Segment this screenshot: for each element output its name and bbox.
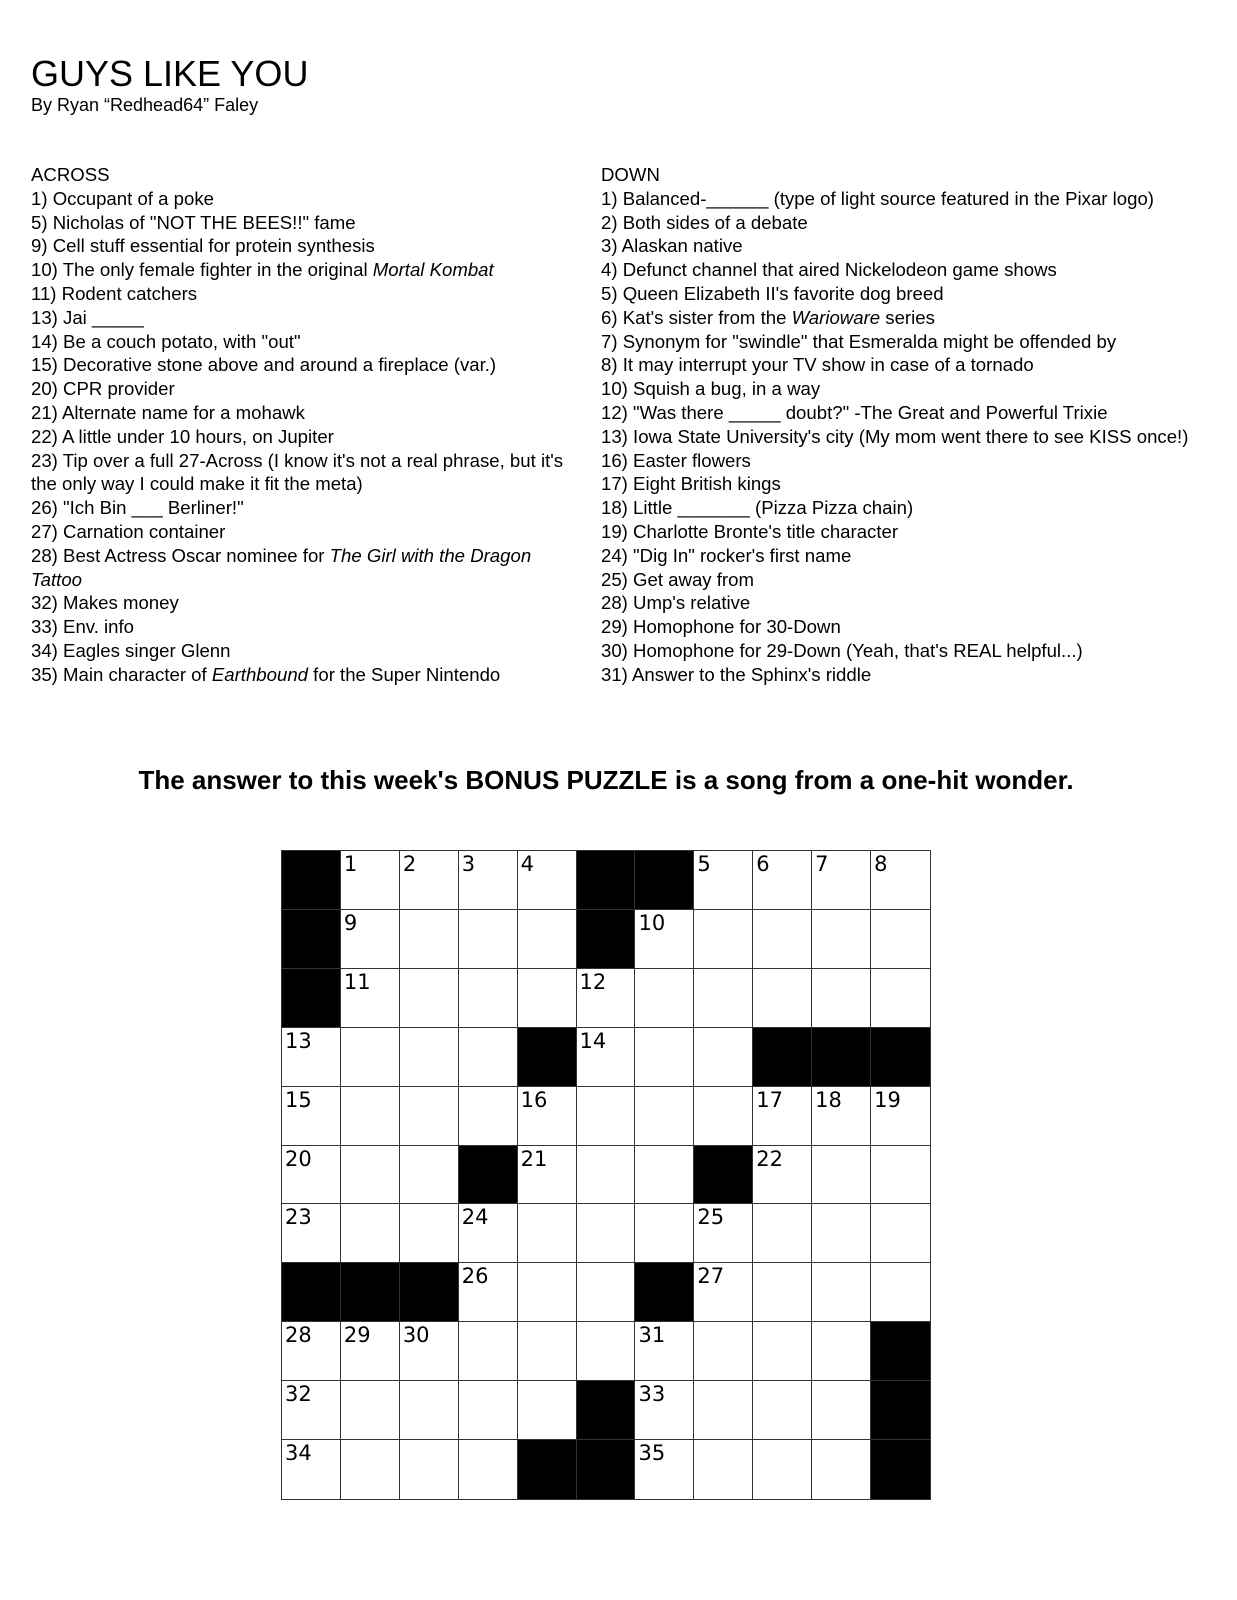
clue	[601, 449, 1211, 473]
grid-cell[interactable]	[871, 1204, 930, 1263]
grid-cell[interactable]	[577, 1087, 636, 1146]
clue-text: 25) Get away from	[601, 568, 754, 590]
grid-cell[interactable]	[635, 1028, 694, 1087]
grid-cell[interactable]	[635, 1204, 694, 1263]
clue-number: 12	[579, 969, 607, 994]
black-square	[577, 851, 636, 910]
grid-cell[interactable]	[694, 1263, 753, 1322]
grid-cell[interactable]	[871, 1087, 930, 1146]
clue-text: 10) Squish a bug, in a way	[601, 378, 821, 400]
clue-number: 13	[285, 1028, 312, 1053]
clue-number: 8	[874, 852, 888, 876]
down-clues	[601, 163, 1211, 687]
grid-cell[interactable]	[694, 1028, 753, 1087]
grid-cell[interactable]	[812, 1322, 871, 1381]
grid-cell[interactable]	[753, 1322, 812, 1381]
grid-cell[interactable]	[459, 969, 518, 1028]
clue-text: 1) Balanced-______ (type of light source featured in the Pixar logo)	[601, 187, 1154, 209]
grid-cell[interactable]	[812, 851, 871, 910]
clue-text: 5) Nicholas of "NOT THE BEES!!" fame	[31, 211, 356, 233]
grid-cell[interactable]	[694, 851, 753, 910]
clue	[601, 591, 1211, 615]
clue-text: Warioware	[791, 306, 881, 328]
grid-cell[interactable]	[282, 1087, 341, 1146]
clue-number: 19	[874, 1087, 901, 1112]
clue-text: 28) Ump's relative	[601, 592, 751, 614]
clue-text: 35) Main character of	[31, 663, 212, 685]
grid-cell[interactable]	[341, 1204, 400, 1263]
clue-number: 18	[815, 1087, 842, 1112]
clue	[31, 663, 581, 687]
clue-text: 31) Answer to the Sphinx's riddle	[601, 663, 872, 685]
clue-text: 15) Decorative stone above and around a fireplace (var.)	[31, 354, 497, 376]
byline: By Ryan “Redhead64” Faley	[31, 95, 259, 115]
grid-cell[interactable]	[635, 1440, 694, 1499]
grid-cell[interactable]	[459, 1322, 518, 1381]
clue	[601, 568, 1211, 592]
grid-cell[interactable]	[871, 969, 930, 1028]
clue-text: 13) Iowa State University's city (My mom went there to see KISS once!)	[601, 425, 1189, 447]
clue-text: 17) Eight British kings	[601, 473, 781, 495]
grid-cell[interactable]	[753, 1204, 812, 1263]
clue-text: 19) Charlotte Bronte's title character	[601, 520, 899, 542]
clue	[601, 663, 1211, 687]
black-square	[518, 1028, 577, 1087]
clue	[31, 639, 581, 663]
grid-cell[interactable]	[871, 910, 930, 969]
grid-cell[interactable]	[459, 1204, 518, 1263]
black-square	[694, 1146, 753, 1205]
grid-cell[interactable]	[400, 969, 459, 1028]
grid-cell[interactable]	[753, 1146, 812, 1205]
black-square	[871, 1440, 930, 1499]
grid-cell[interactable]	[753, 851, 812, 910]
clue-text: 30) Homophone for 29-Down (Yeah, that's REAL helpful...)	[601, 639, 1083, 661]
clue	[31, 330, 581, 354]
grid-cell[interactable]	[341, 1381, 400, 1440]
grid-cell[interactable]	[871, 1146, 930, 1205]
black-square	[871, 1381, 930, 1440]
clue-number: 5	[697, 852, 711, 876]
grid-cell[interactable]	[400, 1204, 459, 1263]
grid-cell[interactable]	[635, 910, 694, 969]
grid-cell[interactable]	[341, 1322, 400, 1381]
clue-text: 34) Eagles singer Glenn	[31, 639, 231, 661]
clue-number: 9	[343, 910, 358, 935]
clue-text: 21) Alternate name for a mohawk	[31, 401, 305, 423]
grid-cell[interactable]	[341, 969, 400, 1028]
black-square	[282, 910, 341, 969]
grid-cell[interactable]	[577, 1322, 636, 1381]
clue-text: 1) Occupant of a poke	[31, 187, 214, 209]
grid-cell[interactable]	[812, 1263, 871, 1322]
clue-text: 26) "Ich Bin ___ Berliner!"	[31, 497, 244, 519]
clue	[601, 615, 1211, 639]
grid-cell[interactable]	[282, 1322, 341, 1381]
black-square	[341, 1263, 400, 1322]
clue-text: 20) CPR provider	[31, 378, 175, 400]
black-square	[812, 1028, 871, 1087]
clue	[31, 187, 581, 211]
grid-cell[interactable]	[577, 1263, 636, 1322]
grid-cell[interactable]	[635, 1087, 694, 1146]
clue-number: 1	[343, 852, 358, 876]
crossword-grid	[281, 850, 931, 1500]
grid-cell[interactable]	[577, 1204, 636, 1263]
clue-number: 34	[285, 1441, 312, 1466]
clue-number: 4	[520, 852, 534, 876]
clue	[31, 234, 581, 258]
clue	[31, 520, 581, 544]
clue	[601, 330, 1211, 354]
clue	[601, 234, 1211, 258]
black-square	[635, 851, 694, 910]
grid-cell[interactable]	[518, 969, 577, 1028]
grid-cell[interactable]	[341, 1440, 400, 1499]
clue-text: 18) Little _______ (Pizza Pizza chain)	[601, 497, 914, 519]
clue-text: 5) Queen Elizabeth II's favorite dog breed	[601, 282, 944, 304]
clue-number: 7	[815, 852, 829, 876]
grid-cell[interactable]	[635, 1146, 694, 1205]
across-heading: ACROSS	[31, 164, 110, 185]
clue-text: 28) Best Actress Oscar nominee for	[31, 544, 330, 566]
grid-cell[interactable]	[341, 851, 400, 910]
grid-cell[interactable]	[812, 1204, 871, 1263]
clue-text: 12) "Was there _____ doubt?" -The Great and Powerful Trixie	[601, 401, 1108, 423]
grid-cell[interactable]	[400, 851, 459, 910]
clue-number: 2	[402, 852, 417, 876]
black-square	[518, 1440, 577, 1499]
grid-cell[interactable]	[812, 910, 871, 969]
black-square	[753, 1028, 812, 1087]
clue-number: 25	[697, 1205, 725, 1230]
grid-cell[interactable]	[694, 1322, 753, 1381]
grid-cell[interactable]	[400, 1146, 459, 1205]
clue-text: 16) Easter flowers	[601, 449, 751, 471]
black-square	[871, 1322, 930, 1381]
black-square	[282, 1263, 341, 1322]
clue-number: 26	[461, 1264, 489, 1289]
grid-cell[interactable]	[753, 969, 812, 1028]
clue-text: 10) The only female fighter in the original	[31, 259, 373, 281]
grid-cell[interactable]	[282, 1028, 341, 1087]
puzzle-title: GUYS LIKE YOU	[31, 53, 309, 94]
clue-number: 33	[638, 1382, 666, 1407]
clue-number: 32	[285, 1382, 312, 1407]
clue-text: 13) Jai _____	[31, 306, 144, 328]
grid-cell[interactable]	[577, 1028, 636, 1087]
grid-cell[interactable]	[341, 1028, 400, 1087]
clue-number: 14	[579, 1028, 607, 1053]
grid-cell[interactable]	[459, 1381, 518, 1440]
clue-text: 14) Be a couch potato, with "out"	[31, 330, 301, 352]
clue-text: 23) Tip over a full 27-Across (I know it's not a real phrase, but it's the only way I could make it fit the meta)	[31, 449, 564, 495]
clue	[601, 211, 1211, 235]
clue-number: 21	[520, 1146, 548, 1171]
clue	[31, 449, 581, 497]
grid-cell[interactable]	[459, 1087, 518, 1146]
grid-cell[interactable]	[812, 1146, 871, 1205]
clue	[31, 615, 581, 639]
black-square	[282, 851, 341, 910]
grid-cell[interactable]	[518, 1204, 577, 1263]
clue	[601, 353, 1211, 377]
grid-cell[interactable]	[694, 1204, 753, 1263]
grid-cell[interactable]	[871, 1263, 930, 1322]
clue-number: 3	[461, 852, 476, 876]
grid-cell[interactable]	[518, 1087, 577, 1146]
clue-text: 27) Carnation container	[31, 520, 226, 542]
clue-text: 8) It may interrupt your TV show in case of a tornado	[601, 354, 1034, 376]
clue	[601, 639, 1211, 663]
grid-cell[interactable]	[694, 1440, 753, 1499]
clue	[31, 353, 581, 377]
grid-cell[interactable]	[400, 910, 459, 969]
clue-text: Earthbound	[211, 663, 309, 685]
clue	[601, 425, 1211, 449]
grid-cell[interactable]	[518, 910, 577, 969]
clue-number: 17	[756, 1087, 783, 1112]
clue-number: 15	[285, 1087, 312, 1112]
clue-number: 31	[638, 1323, 666, 1348]
across-clues	[31, 163, 581, 687]
clue	[601, 401, 1211, 425]
grid-cell[interactable]	[459, 1028, 518, 1087]
grid-cell[interactable]	[812, 1440, 871, 1499]
clue-number: 23	[285, 1205, 312, 1230]
clue-text: 7) Synonym for "swindle" that Esmeralda might be offended by	[601, 330, 1117, 352]
grid-cell[interactable]	[812, 1087, 871, 1146]
clue-text: 9) Cell stuff essential for protein synthesis	[31, 235, 375, 257]
clue-text: 2) Both sides of a debate	[601, 211, 808, 233]
clue-text: Mortal Kombat	[372, 259, 494, 281]
grid-cell[interactable]	[341, 1087, 400, 1146]
grid-cell[interactable]	[694, 969, 753, 1028]
grid-cell[interactable]	[871, 851, 930, 910]
grid-cell[interactable]	[753, 1381, 812, 1440]
clue	[601, 377, 1211, 401]
clue-number: 10	[638, 910, 666, 935]
clue-text: for the Super Nintendo	[308, 663, 501, 685]
across-clue-list	[31, 187, 581, 687]
black-square	[871, 1028, 930, 1087]
grid-cell[interactable]	[694, 1087, 753, 1146]
clue-text: 29) Homophone for 30-Down	[601, 616, 841, 638]
grid-cell[interactable]	[812, 1381, 871, 1440]
clue	[31, 544, 581, 592]
clue-number: 30	[402, 1323, 430, 1348]
clue-number: 29	[343, 1323, 371, 1348]
grid-cell[interactable]	[400, 1381, 459, 1440]
grid-cell[interactable]	[282, 1204, 341, 1263]
clue-number: 28	[285, 1323, 312, 1348]
clue-text: 32) Makes money	[31, 592, 179, 614]
clue	[31, 377, 581, 401]
grid-cell[interactable]	[753, 910, 812, 969]
black-square	[577, 1440, 636, 1499]
black-square	[282, 969, 341, 1028]
clue	[601, 282, 1211, 306]
grid-cell[interactable]	[400, 1087, 459, 1146]
down-clue-list	[601, 187, 1211, 687]
bonus-puzzle-note: The answer to this week's BONUS PUZZLE is a song from a one-hit wonder.	[138, 765, 1074, 795]
grid-cell[interactable]	[635, 1381, 694, 1440]
black-square	[635, 1263, 694, 1322]
clue-text: The Girl with the Dragon Tattoo	[31, 544, 532, 590]
clue	[601, 472, 1211, 496]
clue-number: 27	[697, 1264, 725, 1289]
down-heading: DOWN	[601, 164, 660, 185]
clue-number: 35	[638, 1441, 666, 1466]
clue-text: 6) Kat's sister from the	[601, 306, 792, 328]
grid-cell[interactable]	[400, 1440, 459, 1499]
clue	[31, 258, 581, 282]
clue	[31, 591, 581, 615]
black-square	[577, 1381, 636, 1440]
clue-number: 11	[343, 969, 371, 994]
grid-cell[interactable]	[518, 1381, 577, 1440]
grid-cell[interactable]	[753, 1440, 812, 1499]
grid-cell[interactable]	[635, 1322, 694, 1381]
grid-cell[interactable]	[400, 1028, 459, 1087]
clue-text: 11) Rodent catchers	[31, 282, 198, 304]
clue	[31, 306, 581, 330]
grid-cell[interactable]	[282, 1146, 341, 1205]
clue	[31, 496, 581, 520]
grid-cell[interactable]	[753, 1263, 812, 1322]
grid-cell[interactable]	[282, 1440, 341, 1499]
clue-text: 3) Alaskan native	[601, 235, 743, 257]
clue-number: 16	[520, 1087, 548, 1112]
grid-cell[interactable]	[577, 969, 636, 1028]
clue-number: 24	[461, 1205, 489, 1230]
clue	[601, 306, 1211, 330]
clue-number: 22	[756, 1146, 783, 1171]
clue	[601, 496, 1211, 520]
clue	[601, 258, 1211, 282]
grid-cell[interactable]	[282, 1381, 341, 1440]
black-square	[400, 1263, 459, 1322]
grid-cell[interactable]	[812, 969, 871, 1028]
grid-cell[interactable]	[341, 1146, 400, 1205]
clue	[31, 211, 581, 235]
clue-text: series	[880, 306, 935, 328]
grid-cell[interactable]	[753, 1087, 812, 1146]
grid-cell[interactable]	[635, 969, 694, 1028]
clue-number: 20	[285, 1146, 312, 1171]
clue	[31, 401, 581, 425]
clue-number: 6	[756, 852, 770, 876]
grid-cell[interactable]	[341, 910, 400, 969]
grid-cell[interactable]	[459, 1440, 518, 1499]
clue	[601, 187, 1211, 211]
clue	[601, 544, 1211, 568]
clue-text: 24) "Dig In" rocker's first name	[601, 544, 852, 566]
black-square	[577, 910, 636, 969]
clue	[31, 425, 581, 449]
clue	[601, 520, 1211, 544]
grid-cell[interactable]	[518, 1322, 577, 1381]
grid-cell[interactable]	[518, 851, 577, 910]
grid-cell[interactable]	[459, 851, 518, 910]
black-square	[459, 1146, 518, 1205]
grid-cell[interactable]	[459, 1263, 518, 1322]
clue-text: 33) Env. info	[31, 616, 135, 638]
grid-cell[interactable]	[400, 1322, 459, 1381]
clue-text: 22) A little under 10 hours, on Jupiter	[31, 425, 334, 447]
grid-cell[interactable]	[518, 1263, 577, 1322]
grid-cell[interactable]	[518, 1146, 577, 1205]
grid-cell[interactable]	[694, 1381, 753, 1440]
grid-cell[interactable]	[577, 1146, 636, 1205]
grid-cell[interactable]	[694, 910, 753, 969]
grid-cell[interactable]	[459, 910, 518, 969]
clue	[31, 282, 581, 306]
clue-text: 4) Defunct channel that aired Nickelodeon game shows	[601, 259, 1057, 281]
